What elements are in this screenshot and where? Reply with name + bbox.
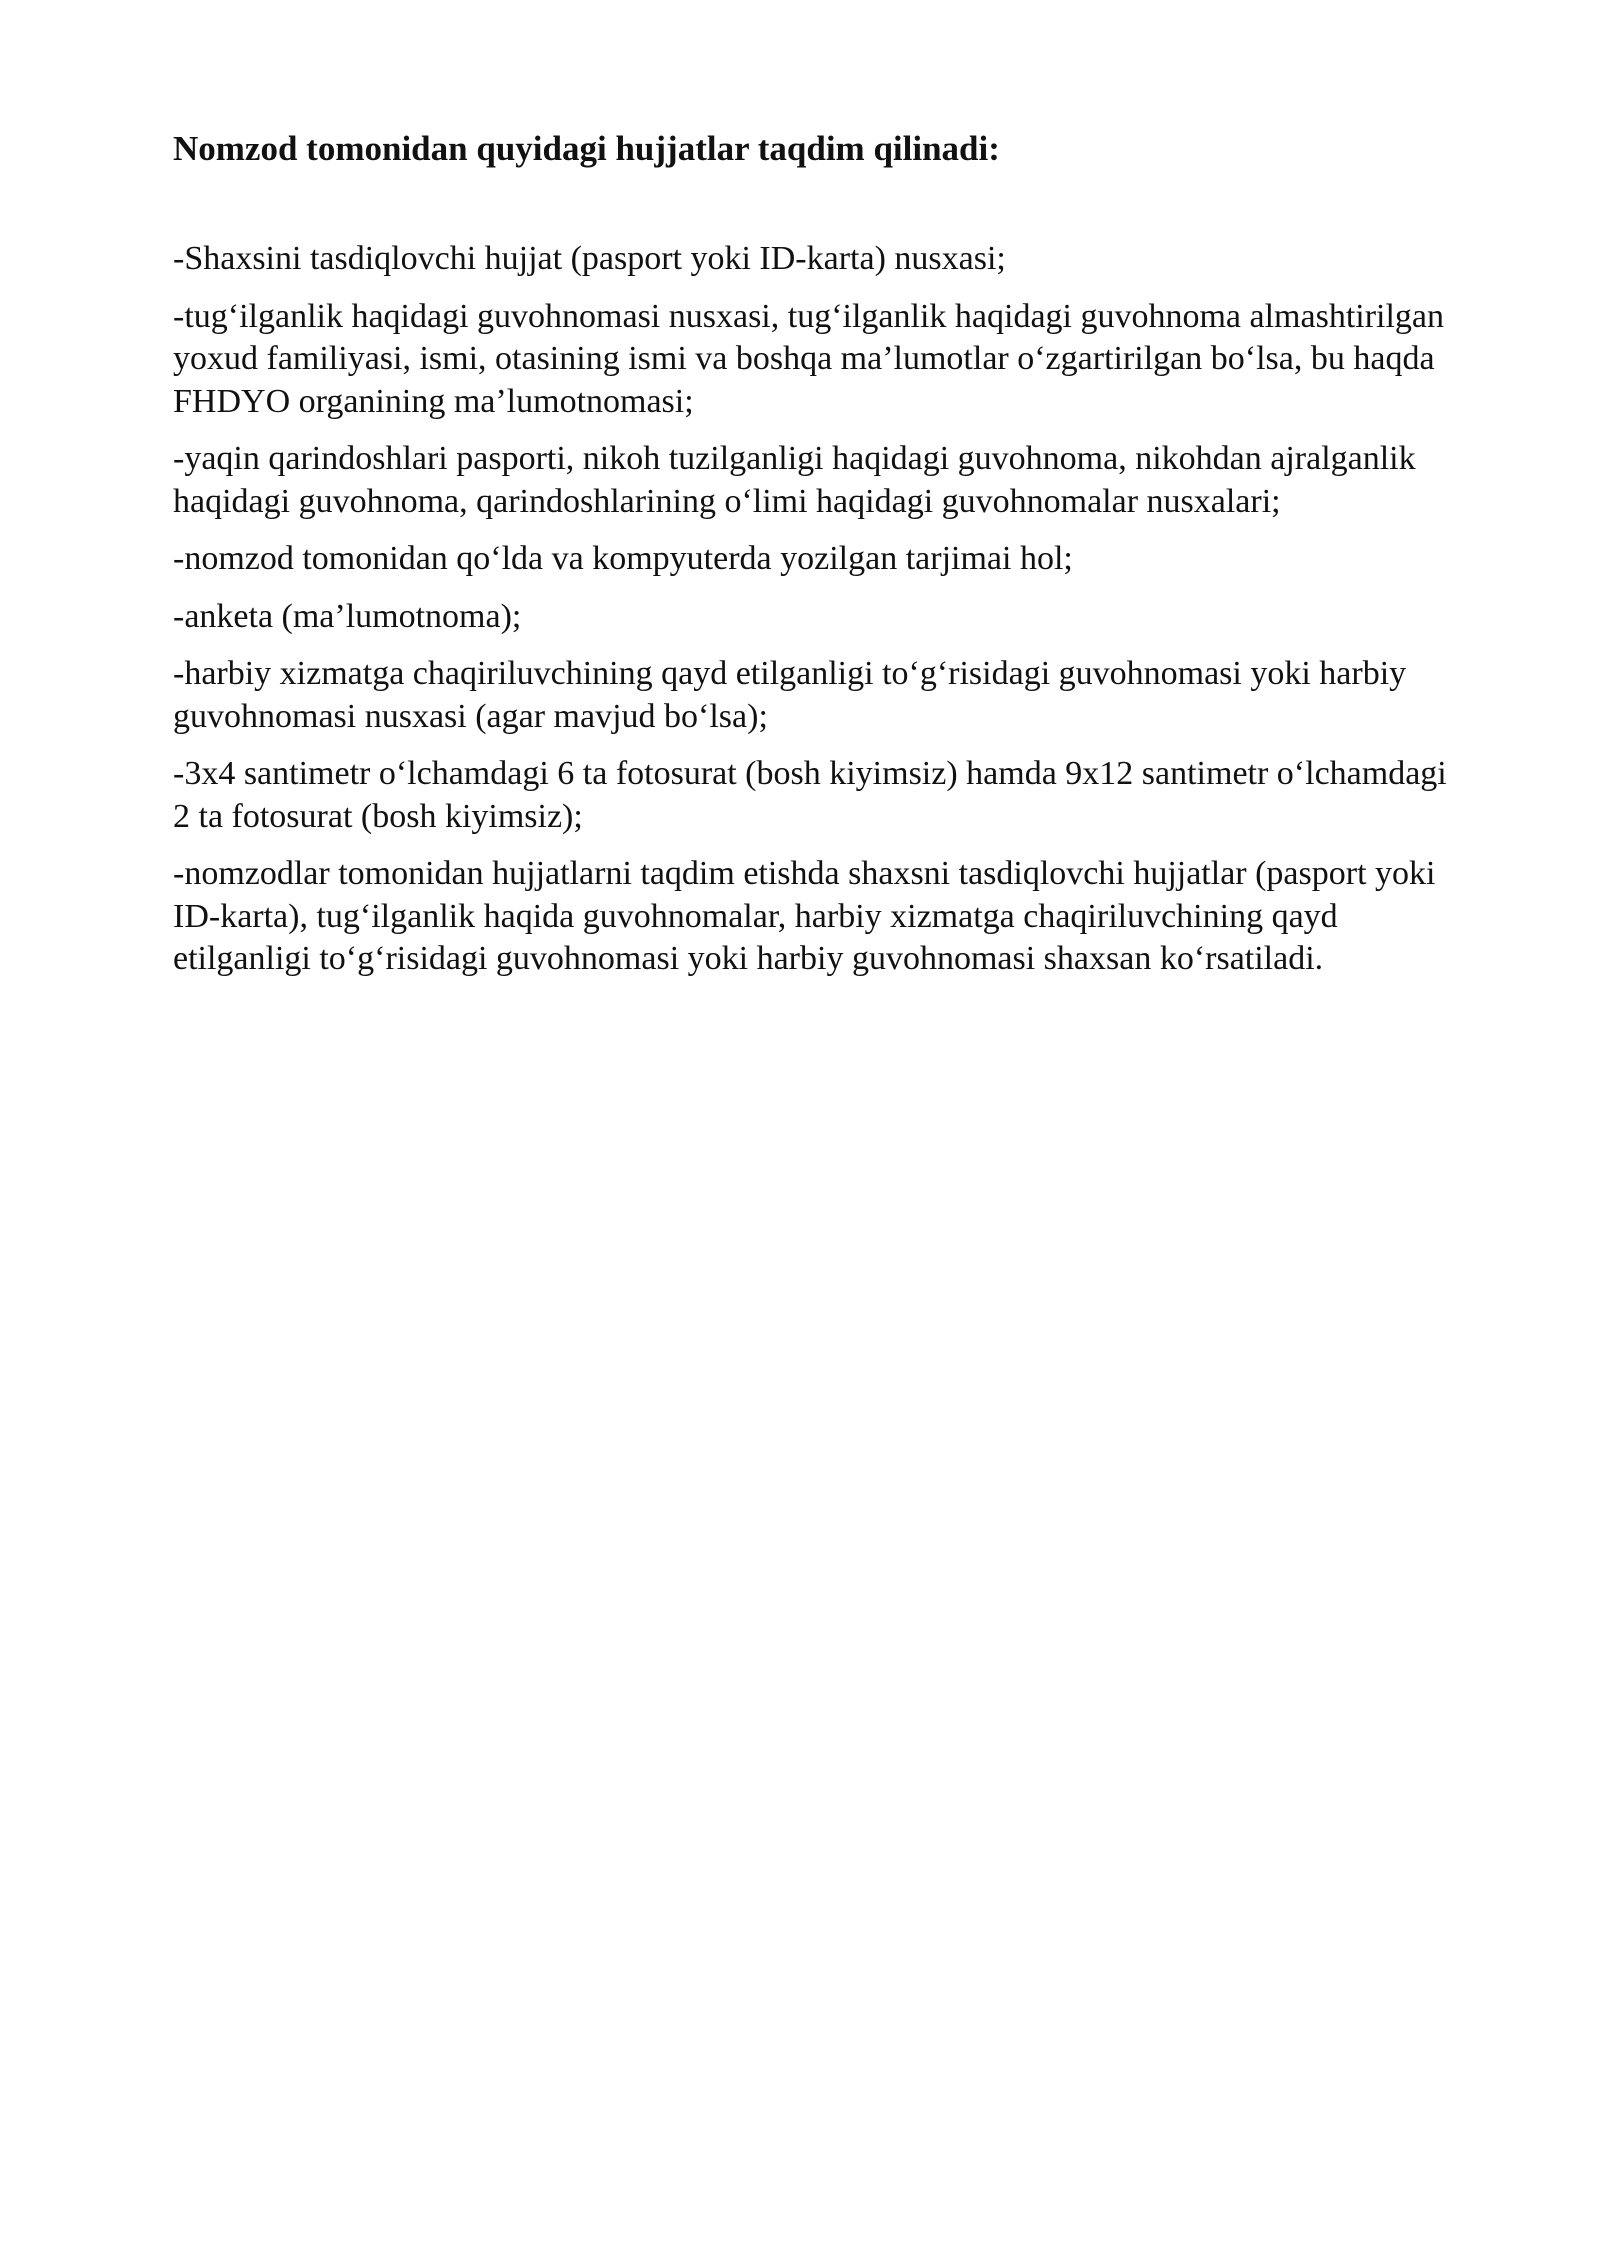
list-item-autobiography: -nomzod tomonidan qo‘lda va kompyuterda yozilgan tarjimai hol; xyxy=(173,540,1073,577)
document-title: Nomzod tomonidan quyidagi hujjatlar taqdim qilinadi: xyxy=(173,129,1000,168)
list-item-id-document: -Shaxsini tasdiqlovchi hujjat (pasport yoki ID-karta) nusxasi; xyxy=(173,240,1006,277)
list-item-originals-presentation: -nomzodlar tomonidan hujjatlarni taqdim etishda shaxsni tasdiqlovchi hujjatlar (pasport yoki ID-karta), tug‘ilganlik haqida guvohnomalar, harbiy xizmatga chaqiriluvchining qayd etilganligi to‘g‘risidagi guvohnomasi yoki harbiy guvohnomasi shaxsan ko‘rsatiladi. xyxy=(173,855,1436,977)
list-item-questionnaire: -anketa (ma’lumotnoma); xyxy=(173,597,522,635)
list-item-relatives-documents: -yaqin qarindoshlari pasporti, nikoh tuzilganligi haqidagi guvohnoma, nikohdan ajralganlik haqidagi guvohnoma, qarindoshlarining o‘limi haqidagi guvohnomalar nusxalari; xyxy=(173,440,1416,520)
list-item-photographs: -3x4 santimetr o‘lchamdagi 6 ta fotosurat (bosh kiyimsiz) hamda 9x12 santimetr o‘lchamdagi 2 ta fotosurat (bosh kiyimsiz); xyxy=(173,755,1447,835)
list-item-birth-certificate: -tug‘ilganlik haqidagi guvohnomasi nusxasi, tug‘ilganlik haqidagi guvohnoma almashtirilgan yoxud familiyasi, ismi, otasining ismi va boshqa ma’lumotlar o‘zgartirilgan bo‘lsa, bu haqda FHDYO organining ma’lumotnomasi; xyxy=(173,297,1445,420)
list-item-military-certificate: -harbiy xizmatga chaqiriluvchining qayd etilganligi to‘g‘risidagi guvohnomasi yoki harbiy guvohnomasi nusxasi (agar mavjud bo‘lsa); xyxy=(173,655,1407,735)
document-list xyxy=(173,238,1450,981)
